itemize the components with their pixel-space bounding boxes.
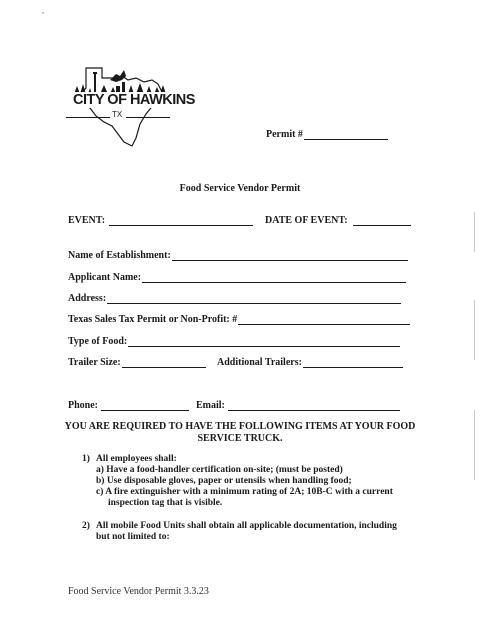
scan-speck (474, 212, 475, 252)
date-of-event-field[interactable] (265, 215, 411, 226)
date-of-event-label: DATE OF EVENT: (265, 215, 348, 226)
tax-permit-field[interactable] (68, 314, 410, 325)
footer-version: Food Service Vendor Permit 3.3.23 (68, 586, 209, 597)
requirements-heading-line-2: SERVICE TRUCK. (197, 433, 283, 444)
email-field[interactable] (196, 400, 400, 411)
requirement-1c: c) A fire extinguisher with a minimum rating of 2A; 10B-C with a current (96, 487, 393, 497)
email-label: Email: (196, 400, 225, 411)
address-label: Address: (68, 293, 107, 304)
requirements-heading-line-1: YOU ARE REQUIRED TO HAVE THE FOLLOWING ITEMS AT YOUR FOOD (64, 421, 416, 432)
phone-field[interactable] (68, 400, 189, 411)
requirement-2-text-line-1: All mobile Food Units shall obtain all applicable documentation, including (96, 521, 397, 531)
phone-label: Phone: (68, 400, 98, 411)
requirement-1c-continued: inspection tag that is visible. (108, 498, 223, 508)
form-title: Food Service Vendor Permit (179, 183, 301, 194)
additional-trailers-field[interactable] (217, 357, 403, 368)
trailer-size-field[interactable] (68, 357, 206, 368)
event-label: EVENT: (68, 215, 106, 226)
applicant-field[interactable] (68, 272, 406, 283)
requirement-1b: b) Use disposable gloves, paper or utensils when handling food; (96, 476, 352, 486)
city-logo (66, 64, 195, 150)
requirement-1-number: 1) (82, 454, 90, 464)
event-field[interactable] (68, 215, 253, 226)
food-type-label: Type of Food: (68, 336, 128, 347)
scan-speck (474, 410, 475, 480)
applicant-label: Applicant Name: (68, 272, 142, 283)
food-type-field[interactable] (68, 336, 400, 347)
scan-speck (474, 300, 475, 360)
tax-permit-label: Texas Sales Tax Permit or Non-Profit: # (68, 314, 238, 325)
establishment-label: Name of Establishment: (68, 250, 171, 261)
requirement-1-text: All employees shall: (96, 454, 177, 464)
permit-number-label: Permit # (266, 129, 303, 140)
trailer-size-label: Trailer Size: (68, 357, 121, 368)
requirement-1a: a) Have a food-handler certification on-site; (must be posted) (96, 465, 343, 475)
city-name: CITY OF HAWKINS (73, 92, 195, 108)
requirement-2-text-line-2: but not limited to: (96, 532, 170, 542)
address-field[interactable] (68, 293, 401, 304)
state-label: TX (112, 110, 123, 119)
additional-trailers-label: Additional Trailers: (217, 357, 302, 368)
permit-number-field[interactable] (266, 129, 388, 140)
establishment-field[interactable] (68, 250, 408, 261)
requirement-2-number: 2) (82, 521, 90, 531)
scan-speck (42, 12, 44, 14)
